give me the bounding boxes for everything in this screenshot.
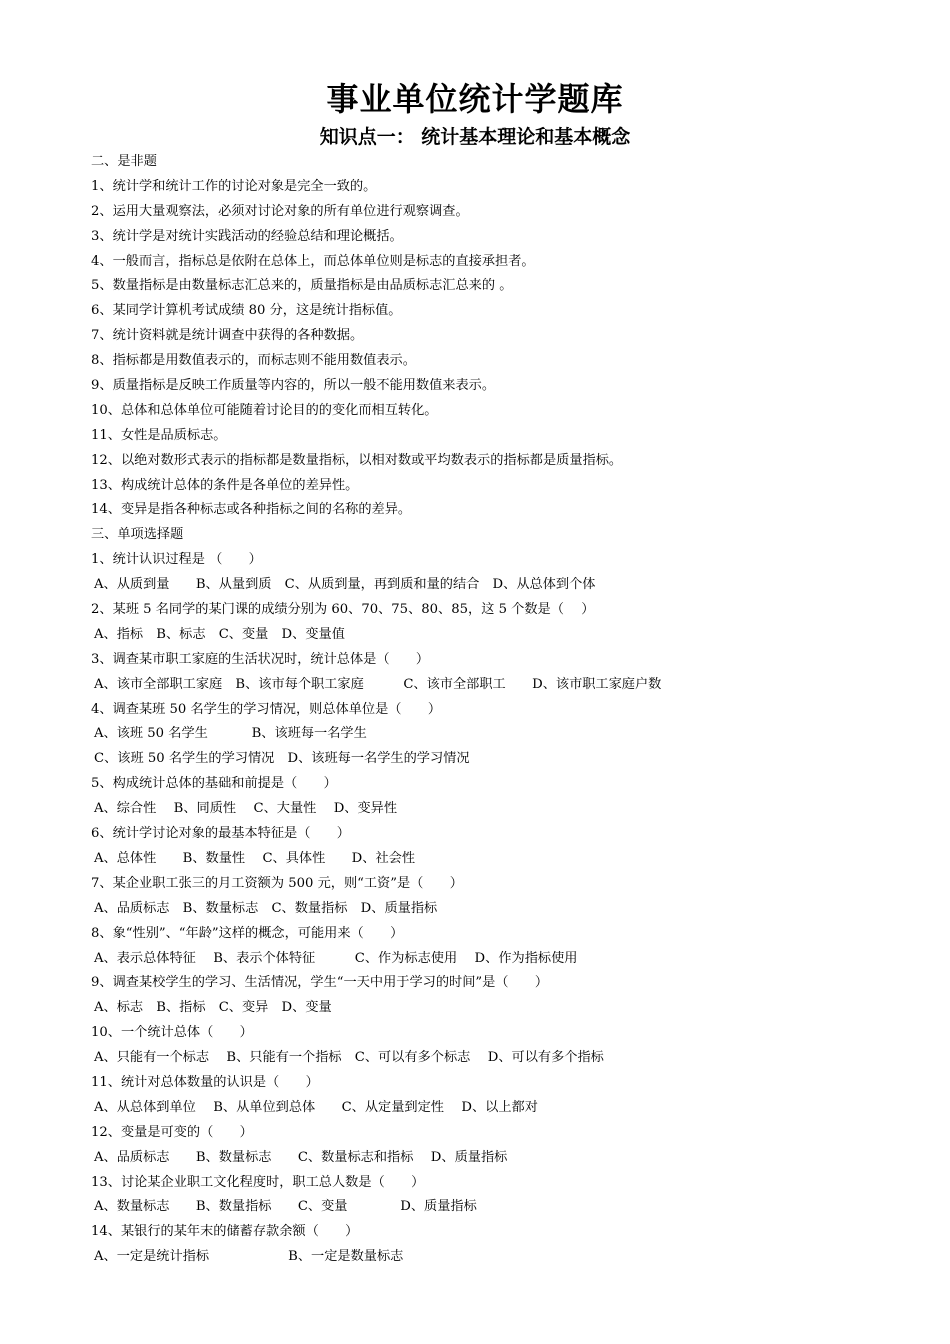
question-text: 1、统计学和统计工作的讨论对象是完全一致的。	[91, 178, 377, 194]
answer-options: C、该班 50 名学生的学习情况 D、该班每一名学生的学习情况	[94, 751, 470, 767]
section-heading: 三、单项选择题	[91, 527, 184, 543]
question-text: 11、统计对总体数量的认识是（ ）	[91, 1074, 319, 1090]
question-text: 7、统计资料就是统计调查中获得的各种数据。	[91, 328, 364, 344]
answer-options: A、指标 B、标志 C、变量 D、变量值	[94, 626, 345, 642]
question-text: 14、某银行的某年末的储蓄存款余额（ ）	[91, 1224, 359, 1240]
question-text: 5、构成统计总体的基础和前提是（ ）	[91, 776, 337, 792]
question-text: 10、总体和总体单位可能随着讨论目的的变化而相互转化。	[91, 402, 438, 418]
question-text: 3、统计学是对统计实践活动的经验总结和理论概括。	[91, 228, 403, 244]
answer-options: A、品质标志 B、数量标志 C、数量指标 D、质量指标	[94, 900, 438, 916]
answer-options: A、只能有一个标志 B、只能有一个指标 C、可以有多个标志 D、可以有多个指标	[94, 1050, 604, 1066]
question-text: 9、调查某校学生的学习、生活情况，学生“一天中用于学习的时间”是（ ）	[91, 975, 549, 991]
answer-options: A、品质标志 B、数量标志 C、数量标志和指标 D、质量指标	[94, 1149, 508, 1165]
answer-options: A、表示总体特征 B、表示个体特征 C、作为标志使用 D、作为指标使用	[94, 950, 578, 966]
question-text: 8、象“性别”、“年龄”这样的概念，可能用来（ ）	[91, 925, 404, 941]
question-text: 4、一般而言，指标总是依附在总体上，而总体单位则是标志的直接承担者。	[91, 253, 535, 269]
question-text: 6、某同学计算机考试成绩 80 分，这是统计指标值。	[91, 303, 402, 319]
answer-options: A、一定是统计指标 B、一定是数量标志	[94, 1249, 404, 1265]
question-text: 1、统计认识过程是 （ ）	[91, 552, 262, 568]
answer-options: A、该市全部职工家庭 B、该市每个职工家庭 C、该市全部职工 D、该市职工家庭户数	[94, 676, 662, 692]
question-text: 11、女性是品质标志。	[91, 427, 227, 443]
document-title: 事业单位统计学题库	[326, 80, 624, 118]
question-text: 7、某企业职工张三的月工资额为 500 元，则“工资”是（ ）	[91, 875, 463, 891]
answer-options: A、标志 B、指标 C、变异 D、变量	[94, 1000, 332, 1016]
question-text: 2、某班 5 名同学的某门课的成绩分别为 60、70、75、80、85，这 5 个数是（ ）	[91, 602, 595, 618]
question-text: 14、变异是指各种标志或各种指标之间的名称的差异。	[91, 502, 412, 518]
answer-options: A、综合性 B、同质性 C、大量性 D、变异性	[94, 801, 398, 817]
question-text: 3、调查某市职工家庭的生活状况时，统计总体是（ ）	[91, 651, 430, 667]
answer-options: A、该班 50 名学生 B、该班每一名学生	[94, 726, 367, 742]
question-text: 12、以绝对数形式表示的指标都是数量指标，以相对数或平均数表示的指标都是质量指标。	[91, 452, 623, 468]
question-text: 13、构成统计总体的条件是各单位的差异性。	[91, 477, 359, 493]
answer-options: A、从总体到单位 B、从单位到总体 C、从定量到定性 D、以上都对	[94, 1099, 538, 1115]
document-body	[91, 150, 930, 1270]
question-text: 12、变量是可变的（ ）	[91, 1124, 253, 1140]
question-text: 8、指标都是用数值表示的，而标志则不能用数值表示。	[91, 353, 416, 369]
answer-options: A、从质到量 B、从量到质 C、从质到量，再到质和量的结合 D、从总体到个体	[94, 577, 596, 593]
question-text: 2、运用大量观察法，必须对讨论对象的所有单位进行观察调查。	[91, 203, 469, 219]
question-text: 10、一个统计总体（ ）	[91, 1025, 253, 1041]
question-text: 9、质量指标是反映工作质量等内容的，所以一般不能用数值来表示。	[91, 378, 496, 394]
document-subtitle: 知识点一： 统计基本理论和基本概念	[319, 126, 631, 148]
question-text: 6、统计学讨论对象的最基本特征是（ ）	[91, 826, 350, 842]
answer-options: A、总体性 B、数量性 C、具体性 D、社会性	[94, 850, 416, 866]
question-text: 13、讨论某企业职工文化程度时，职工总人数是（ ）	[91, 1174, 425, 1190]
question-text: 5、数量指标是由数量标志汇总来的，质量指标是由品质标志汇总来的 。	[91, 278, 513, 294]
question-text: 4、调查某班 50 名学生的学习情况，则总体单位是（ ）	[91, 701, 442, 717]
section-heading: 二、是非题	[91, 154, 157, 169]
answer-options: A、数量标志 B、数量指标 C、变量 D、质量指标	[94, 1199, 477, 1215]
